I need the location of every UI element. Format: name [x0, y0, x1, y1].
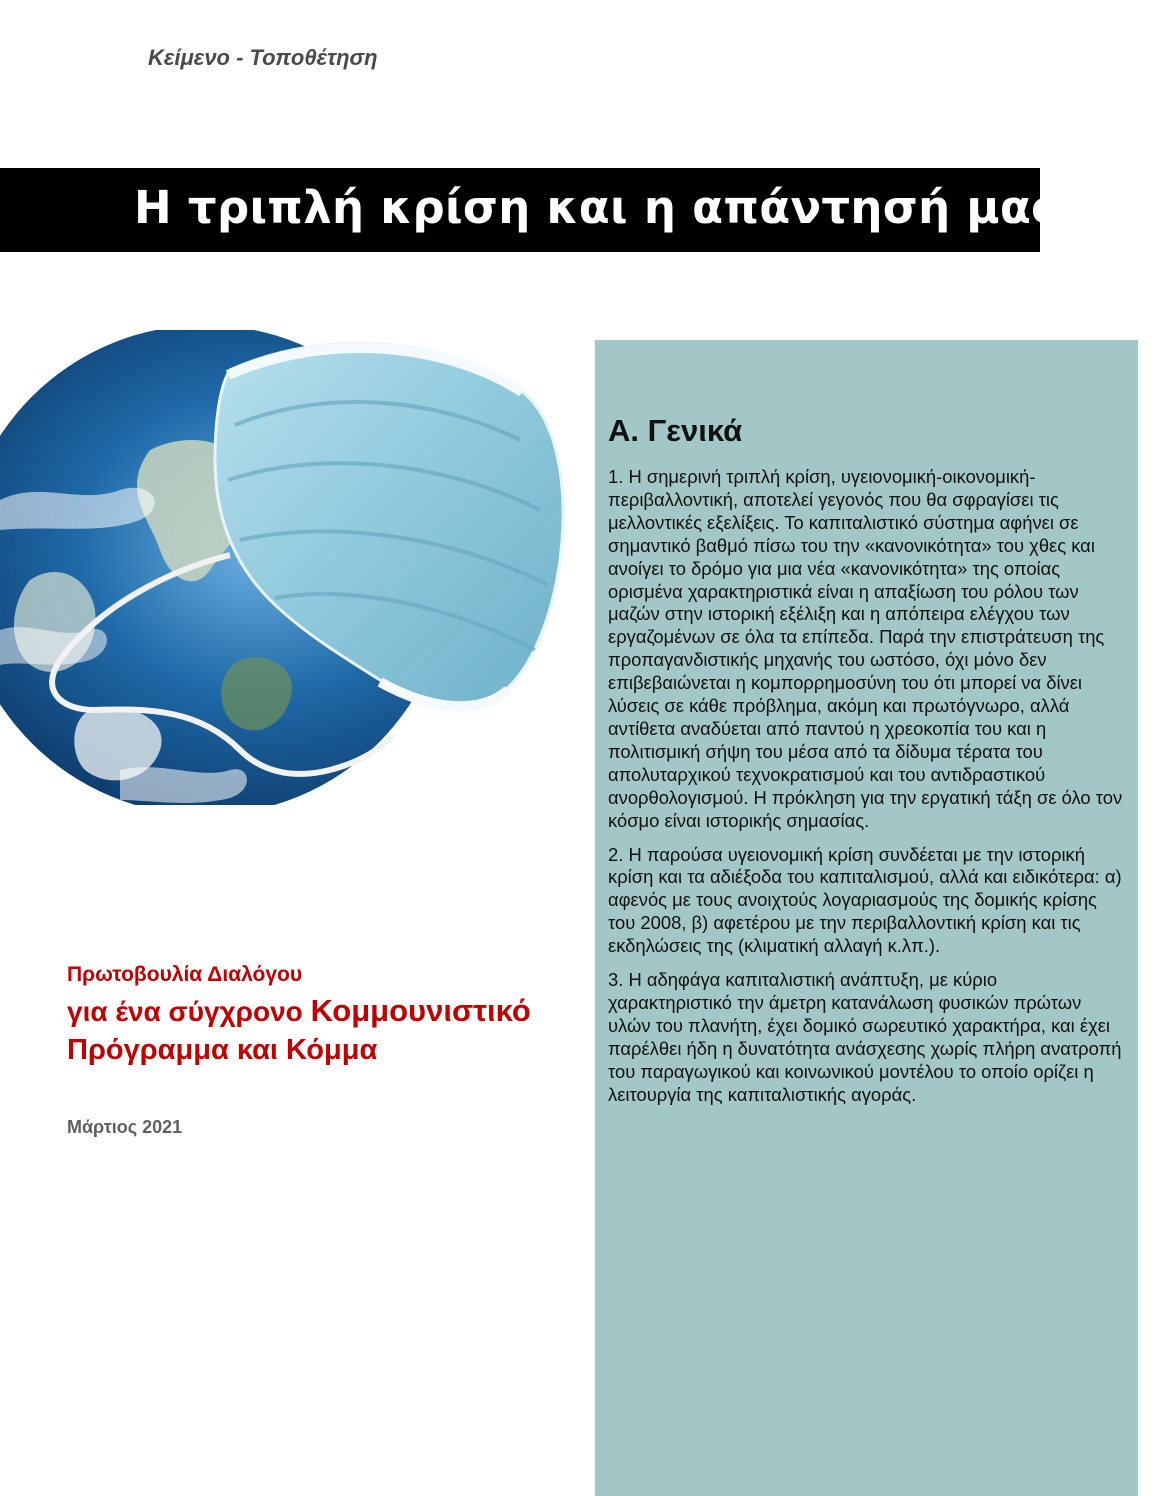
globe-with-mask-illustration: [0, 330, 580, 805]
organization-subtitle-emphasis: Κομμουνιστικό: [310, 993, 531, 1028]
title-bar: [0, 168, 1059, 252]
organization-name: Πρωτοβουλία Διαλόγου: [67, 963, 303, 986]
page-title: Η τριπλή κρίση και η απάντησή μας: [134, 181, 1059, 234]
organization-subtitle-line2: Πρόγραμμα και Κόμμα: [67, 1034, 378, 1066]
section-heading: Α. Γενικά: [608, 413, 743, 448]
globe-mask-icon: [0, 330, 580, 805]
paragraph-3: 3. Η αδηφάγα καπιταλιστική ανάπτυξη, με κύριο χαρακτηριστικό την άμετρη κατανάλωση φυσικών πρώτων υλών του πλανήτη, έχει δομικό σωρευτικό χαρακτήρα, και έχει παρέλθει ήδη η δυνατότητα ανάσχεσης χωρίς πλήρη ανατροπή του παραγωγικού και κοινωνικού μοντέλου το οποίο ορίζει η λειτουργία της καπιταλιστικής αγοράς.: [608, 969, 1122, 1105]
text-panel: [595, 340, 1138, 1496]
organization-block: [67, 960, 531, 1069]
paragraph-1: 1. Η σημερινή τριπλή κρίση, υγειονομική-οικονομική-περιβαλλοντική, αποτελεί γεγονός που θα σφραγίσει τις μελλοντικές εξελίξεις. Το καπιταλιστικό σύστημα αφήνει σε σημαντικό βαθμό πίσω του την «κανονικότητα» του χθες και ανοίγει το δρόμο για μια νέα «κανονικότητα» της οποίας ορισμένα χαρακτηριστικά είναι η απαξίωση του ρόλου των μαζών στην ιστορική εξέλιξη και η απόπειρα ελέγχου των εργαζομένων σε όλα τα επίπεδα. Παρά την επιστράτευση της προπαγανδιστικής μηχανής του ωστόσο, όχι μόνο δεν επιβεβαιώνεται η κομπορρημοσύνη του ότι μπορεί να δίνει λύσεις σε κάθε πρόβλημα, ακόμη και πρωτόγνωρο, αλλά αντίθετα αναδύεται από παντού η χρεοκοπία του και η πολιτισμική σήψη του μέσα από τα δίδυμα τέρατα του απολυταρχικού τεχνοκρατισμού και του αντιδραστικού ανορθολογισμού. Η πρόκληση για την εργατική τάξη σε όλο τον κόσμο είναι ιστορικής σημασίας.: [608, 466, 1123, 831]
publication-date: Μάρτιος 2021: [67, 1117, 183, 1137]
organization-subtitle-line1: [67, 992, 531, 1031]
document-kicker: Κείμενο - Τοποθέτηση: [148, 45, 378, 70]
paragraph-2: 2. Η παρούσα υγειονομική κρίση συνδέεται με την ιστορική κρίση και τα αδιέξοδα του καπιταλισμού, αλλά και ειδικότερα: α) αφενός με τους ανοιχτούς λογαριασμούς της δομικής κρίσης του 2008, β) αφετέρου με την περιβαλλοντική κρίση και τις εκδηλώσεις της (κλιματική αλλαγή κ.λπ.).: [608, 843, 1122, 957]
section-body: [608, 466, 1126, 1117]
organization-subtitle-prefix: για ένα σύγχρονο: [67, 996, 311, 1027]
